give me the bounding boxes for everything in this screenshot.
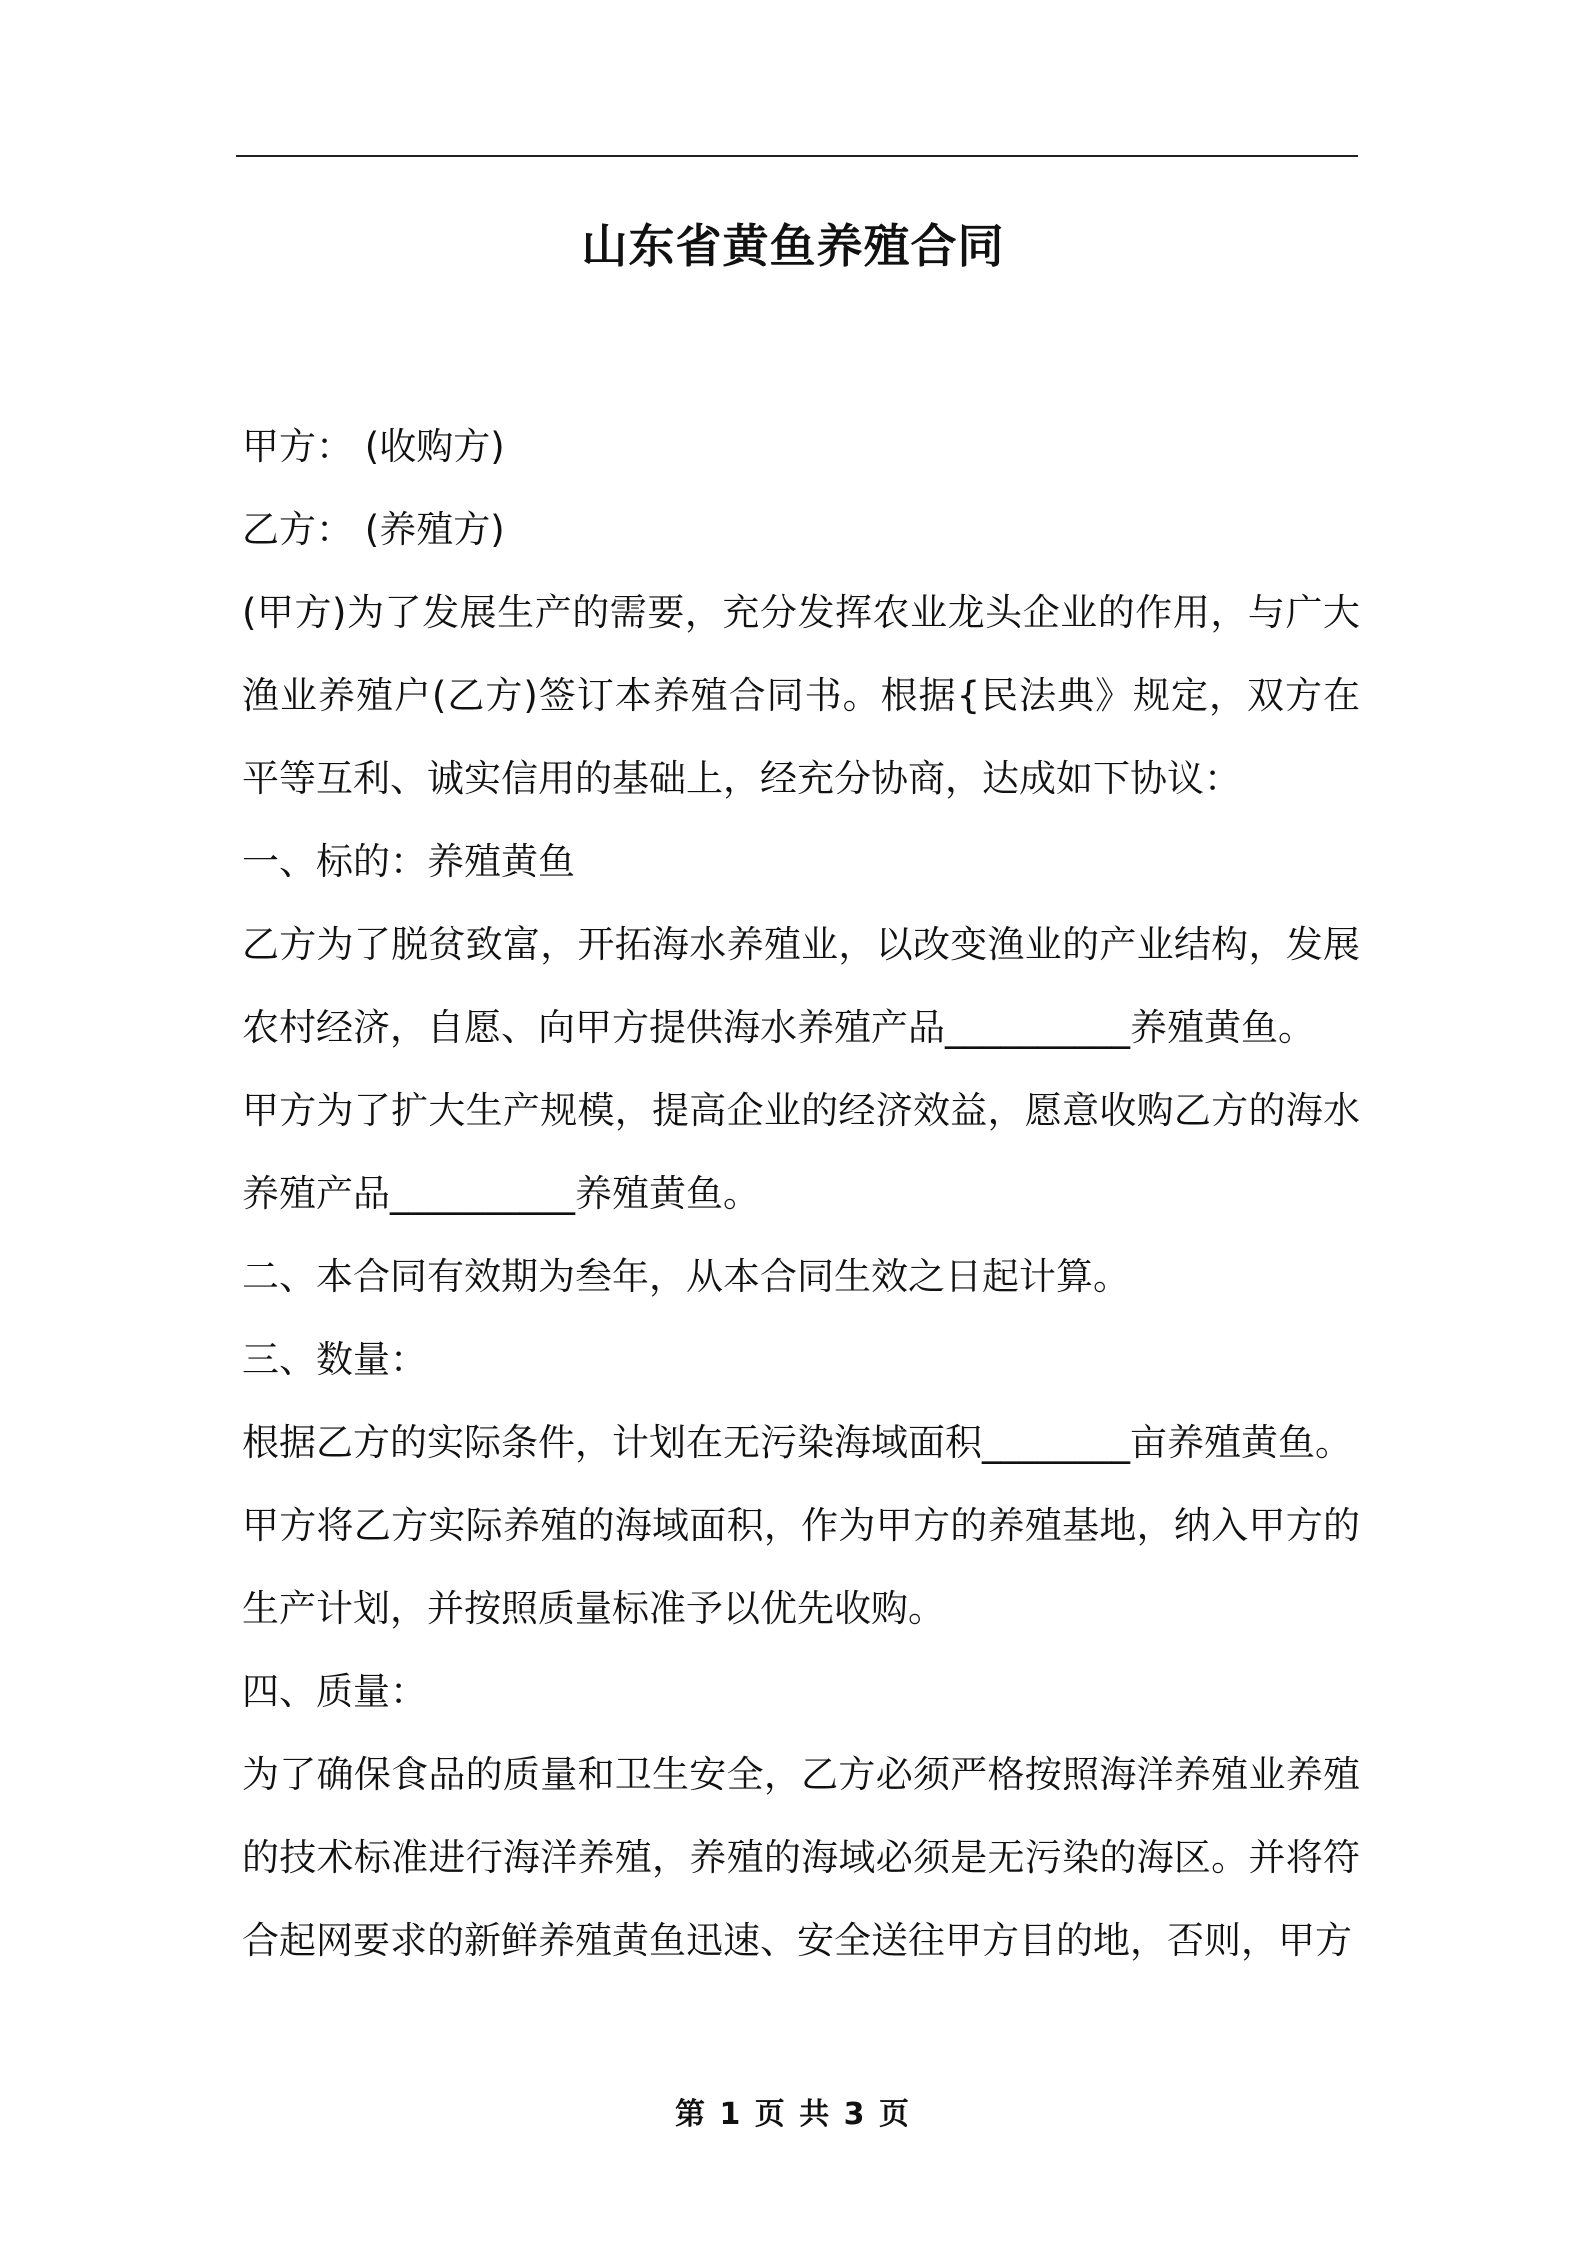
section-term: 二、本合同有效期为叁年，从本合同生效之日起计算。 <box>242 1255 1130 1298</box>
party-b-line: 乙方： (养殖方) <box>242 508 505 551</box>
header-rule <box>236 155 1358 157</box>
quality-paragraph: 为了确保食品的质量和卫生安全，乙方必须严格按照海洋养殖业养殖的技术标准进行海洋养殖，养殖的海域必须是无污染的海区。并将符合起网要求的新鲜养殖黄鱼迅速、安全送往甲方目的地，否则，甲方 <box>242 1753 1360 1962</box>
section-heading-quality: 四、质量： <box>242 1670 427 1713</box>
contract-body <box>242 405 1360 1982</box>
section-heading-quantity: 三、数量： <box>242 1338 427 1381</box>
document-title: 山东省黄鱼养殖合同 <box>581 219 1005 273</box>
preamble-paragraph: (甲方)为了发展生产的需要，充分发挥农业龙头企业的作用，与广大渔业养殖户(乙方)签订本养殖合同书。根据{民法典》规定，双方在平等互利、诚实信用的基础上，经充分协商，达成如下协议： <box>242 591 1360 800</box>
quantity-paragraph-area: 根据乙方的实际条件，计划在无污染海域面积________亩养殖黄鱼。 <box>242 1421 1352 1464</box>
party-a-line: 甲方： (收购方) <box>242 425 505 468</box>
section-heading-subject: 一、标的：养殖黄鱼 <box>242 840 575 883</box>
quantity-paragraph-base: 甲方将乙方实际养殖的海域面积，作为甲方的养殖基地，纳入甲方的生产计划，并按照质量标准予以优先收购。 <box>242 1504 1360 1630</box>
page-number: 第 1 页 共 3 页 <box>675 2097 911 2132</box>
subject-paragraph-party-a: 甲方为了扩大生产规模，提高企业的经济效益，愿意收购乙方的海水养殖产品__________养殖黄鱼。 <box>242 1089 1360 1215</box>
subject-paragraph-party-b: 乙方为了脱贫致富，开拓海水养殖业，以改变渔业的产业结构，发展农村经济，自愿、向甲方提供海水养殖产品__________养殖黄鱼。 <box>242 923 1360 1049</box>
